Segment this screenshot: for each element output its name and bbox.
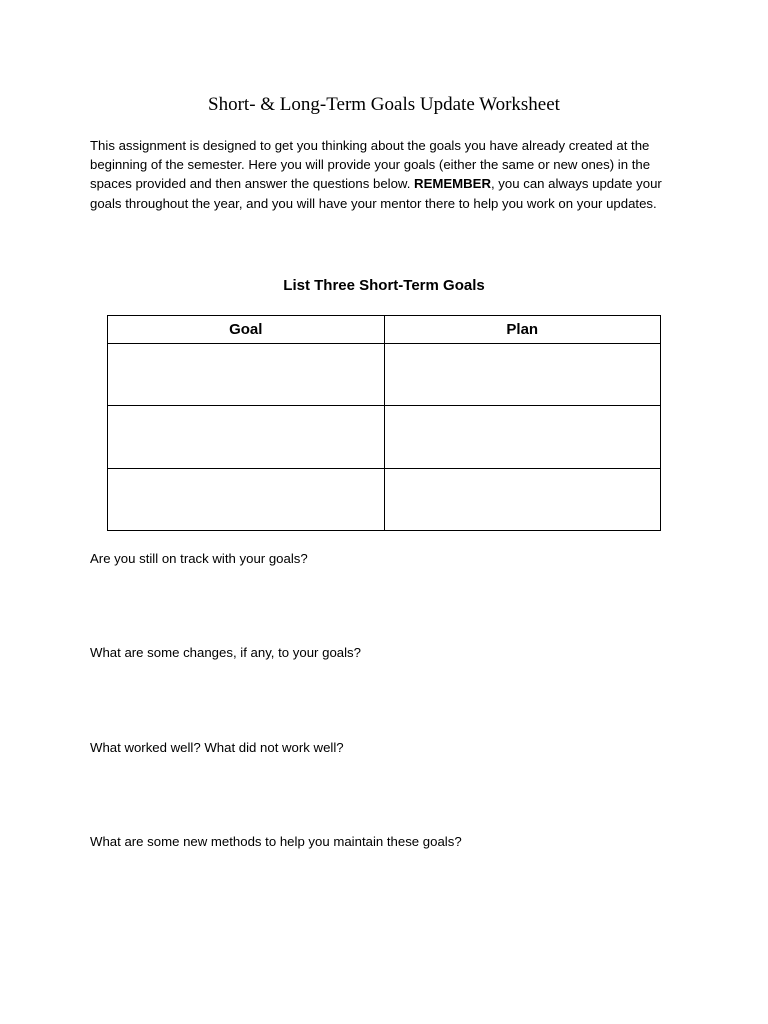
goal-cell[interactable] — [108, 469, 385, 531]
question-changes: What are some changes, if any, to your goals? — [90, 645, 361, 660]
intro-paragraph — [90, 136, 686, 213]
intro-emphasis: REMEMBER — [414, 176, 491, 192]
plan-cell[interactable] — [384, 406, 661, 469]
goals-table — [107, 315, 661, 531]
question-on-track: Are you still on track with your goals? — [90, 551, 308, 566]
question-worked-well: What worked well? What did not work well? — [90, 740, 344, 755]
goal-cell[interactable] — [108, 406, 385, 469]
column-header-goal: Goal — [108, 316, 385, 344]
section-heading: List Three Short-Term Goals — [283, 277, 485, 294]
intro-text-start: This assignment is designed to get you thinking about the goals you have already created at the beginning of the semester. Here you will provide your goals (either the same or new ones) in the spaces provided and then answer the questions below. — [90, 138, 651, 192]
question-new-methods: What are some new methods to help you maintain these goals? — [90, 834, 462, 849]
plan-cell[interactable] — [384, 344, 661, 406]
table-row — [108, 344, 661, 406]
goal-cell[interactable] — [108, 344, 385, 406]
table-header-row — [108, 316, 661, 344]
table-row — [108, 406, 661, 469]
plan-cell[interactable] — [384, 469, 661, 531]
column-header-plan: Plan — [384, 316, 661, 344]
table-row — [108, 469, 661, 531]
page-title: Short- & Long-Term Goals Update Worksheet — [208, 94, 560, 115]
intro-text-end: , you can always update your goals throughout the year, and you will have your mentor there to help you work on your updates. — [90, 176, 662, 211]
